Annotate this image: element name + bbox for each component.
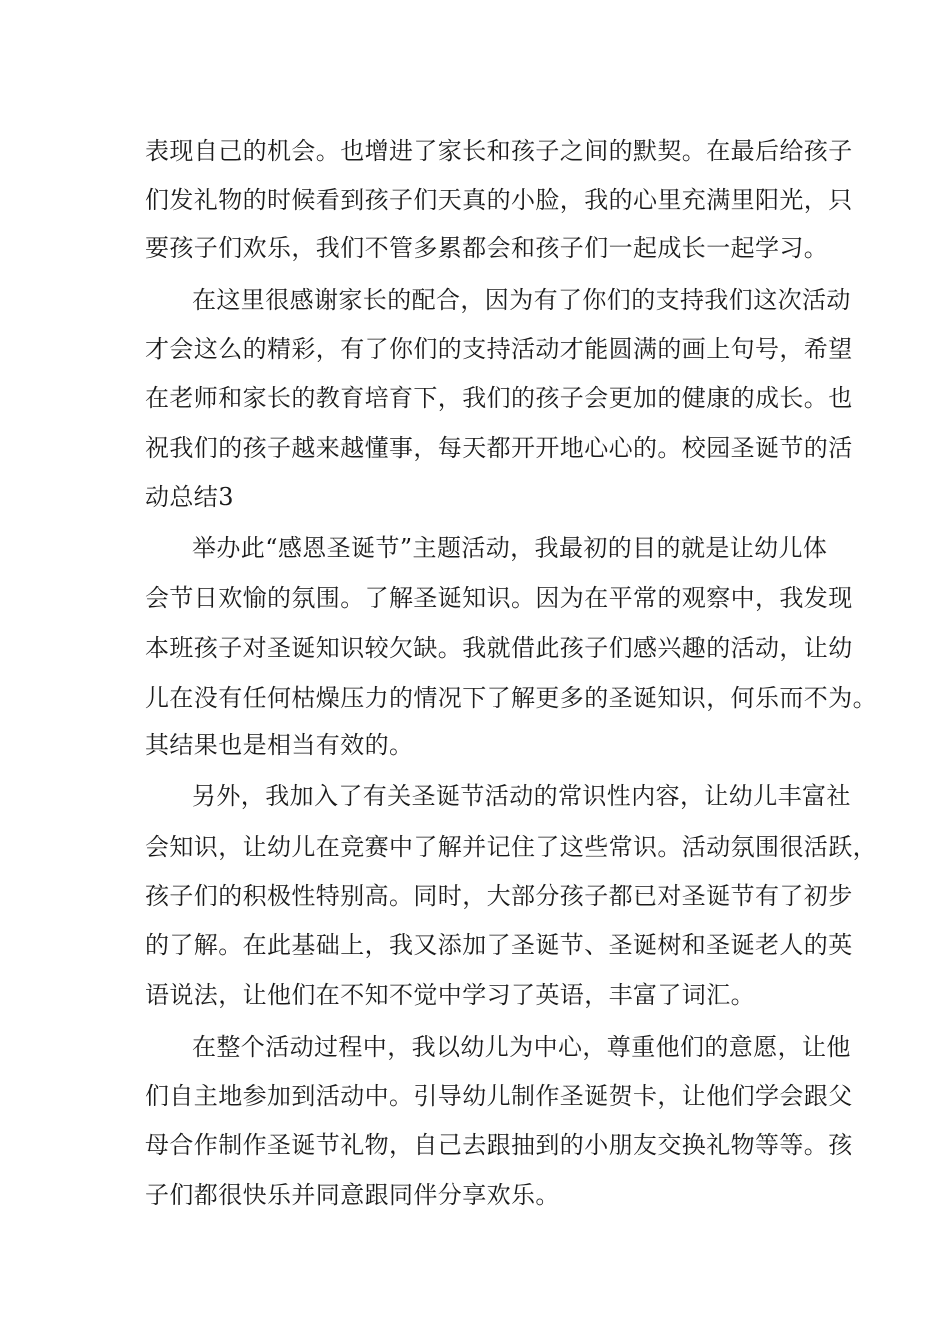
paragraph-first-line: 在这里很感谢家长的配合，因为有了你们的支持我们这次活动 — [192, 286, 851, 314]
paragraph-first-line: 在整个活动过程中，我以幼儿为中心，尊重他们的意愿，让他 — [192, 1033, 851, 1061]
text-line: 在老师和家长的教育培育下，我们的孩子会更加的健康的成长。也 — [145, 384, 853, 412]
text-line: 语说法，让他们在不知不觉中学习了英语，丰富了词汇。 — [145, 981, 755, 1009]
text-line: 表现自己的机会。也增进了家长和孩子之间的默契。在最后给孩子 — [145, 137, 853, 165]
text-line: 孩子们的积极性特别高。同时，大部分孩子都已对圣诞节有了初步 — [145, 882, 853, 910]
text-line: 们自主地参加到活动中。引导幼儿制作圣诞贺卡，让他们学会跟父 — [145, 1082, 853, 1110]
text-line: 们发礼物的时候看到孩子们天真的小脸，我的心里充满里阳光，只 — [145, 186, 853, 214]
text-line: 才会这么的精彩，有了你们的支持活动才能圆满的画上句号，希望 — [145, 335, 853, 363]
paragraph-first-line: 另外，我加入了有关圣诞节活动的常识性内容，让幼儿丰富社 — [192, 782, 851, 810]
text-line: 会知识，让幼儿在竞赛中了解并记住了这些常识。活动氛围很活跃， — [145, 833, 877, 861]
text-line: 要孩子们欢乐，我们不管多累都会和孩子们一起成长一起学习。 — [145, 234, 829, 262]
paragraph-first-line: 举办此“感恩圣诞节”主题活动，我最初的目的就是让幼儿体 — [192, 534, 828, 562]
text-line: 祝我们的孩子越来越懂事，每天都开开地心心的。校园圣诞节的活 — [145, 434, 853, 462]
text-line: 儿在没有任何枯燥压力的情况下了解更多的圣诞知识，何乐而不为。 — [145, 684, 877, 712]
text-line: 子们都很快乐并同意跟同伴分享欢乐。 — [145, 1181, 560, 1209]
text-line: 的了解。在此基础上，我又添加了圣诞节、圣诞树和圣诞老人的英 — [145, 931, 853, 959]
text-line: 母合作制作圣诞节礼物，自己去跟抽到的小朋友交换礼物等等。孩 — [145, 1131, 853, 1159]
text-line: 本班孩子对圣诞知识较欠缺。我就借此孩子们感兴趣的活动，让幼 — [145, 634, 853, 662]
section-heading: 动总结3 — [145, 483, 234, 511]
text-line: 其结果也是相当有效的。 — [145, 731, 414, 759]
text-line: 会节日欢愉的氛围。了解圣诞知识。因为在平常的观察中，我发现 — [145, 584, 853, 612]
